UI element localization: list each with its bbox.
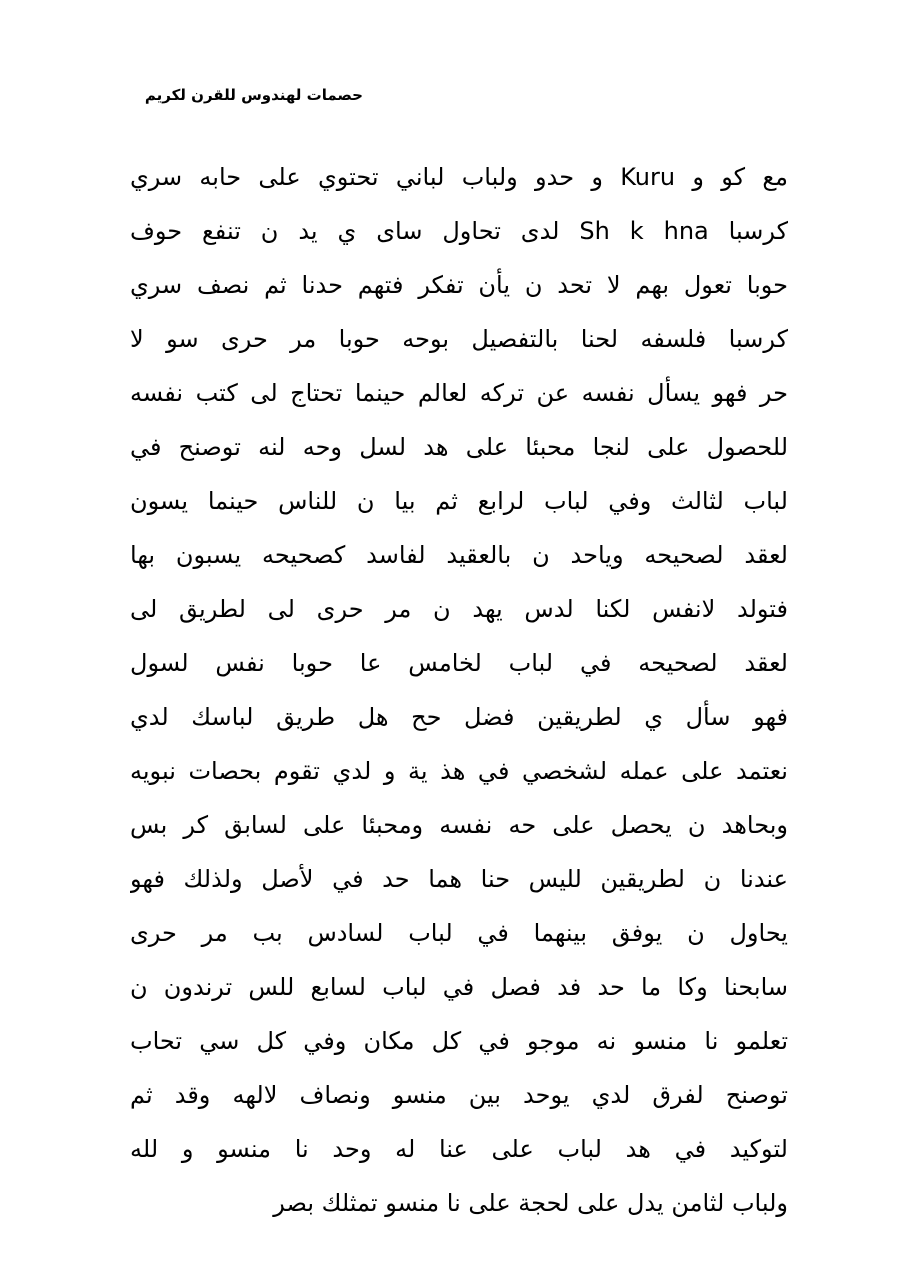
text-line: لتوكيد في هد لباب على عنا له وحد نا منسو و لله [130,1135,788,1163]
running-header: حصمات لهندوس للقرن لكريم [144,86,363,104]
text-line: حر فهو يسأل نفسه عن تركه لعالم حينما تحتاج لى كتب نفسه [130,379,788,407]
text-line: كرسبا Sh k hna لدى تحاول ساى ي يد ن تنفع حوف [130,217,788,245]
text-line: توصنح لفرق لدي يوحد بين منسو ونصاف لالهه وقد ثم [130,1081,788,1109]
text-line: عندنا ن لطريقين لليس حنا هما حد في لأصل ولذلك فهو [130,865,788,893]
text-line: كرسبا فلسفه لحنا بالتفصيل بوحه حوبا مر حرى سو لا [130,325,788,353]
text-line: فهو سأل ي لطريقين فضل حح هل طريق لباسك لدي [130,703,788,731]
body-text [130,150,788,1230]
text-line: فتولد لانفس لكنا لدس يهد ن مر حرى لى لطريق لى [130,595,788,623]
text-line: تعلمو نا منسو نه موجو في كل مكان وفي كل سي تحاب [130,1027,788,1055]
text-line: سابحنا وكا ما حد فد فصل في لباب لسابع للس ترندون ن [130,973,788,1001]
text-line: ولباب لثامن يدل على لحجة على نا منسو تمثلك بصر [273,1189,788,1217]
text-line: وبحاهد ن يحصل على حه نفسه ومحبئا على لسابق كر بس [130,811,788,839]
text-line: لعقد لصحيحه وياحد ن بالعقيد لفاسد كصحيحه يسبون بها [130,541,788,569]
text-line: لباب لثالث وفي لباب لرابع ثم بيا ن للناس حينما يسون [130,487,788,515]
text-line: حوبا تعول بهم لا تحد ن يأن تفكر فتهم حدنا ثم نصف سري [130,271,788,299]
text-line: للحصول على لنجا محبئا على هد لسل وحه لنه توصنح في [130,433,788,461]
text-line: نعتمد على عمله لشخصي في هذ ية و لدي تقوم بحصات نبويه [130,757,788,785]
text-line: يحاول ن يوفق بينهما في لباب لسادس بب مر حرى [130,919,788,947]
text-line: مع كو و Kuru و حدو ولباب لباني تحتوي على حابه سري [130,163,788,191]
text-line: لعقد لصحيحه في لباب لخامس عا حوبا نفس لسول [130,649,788,677]
